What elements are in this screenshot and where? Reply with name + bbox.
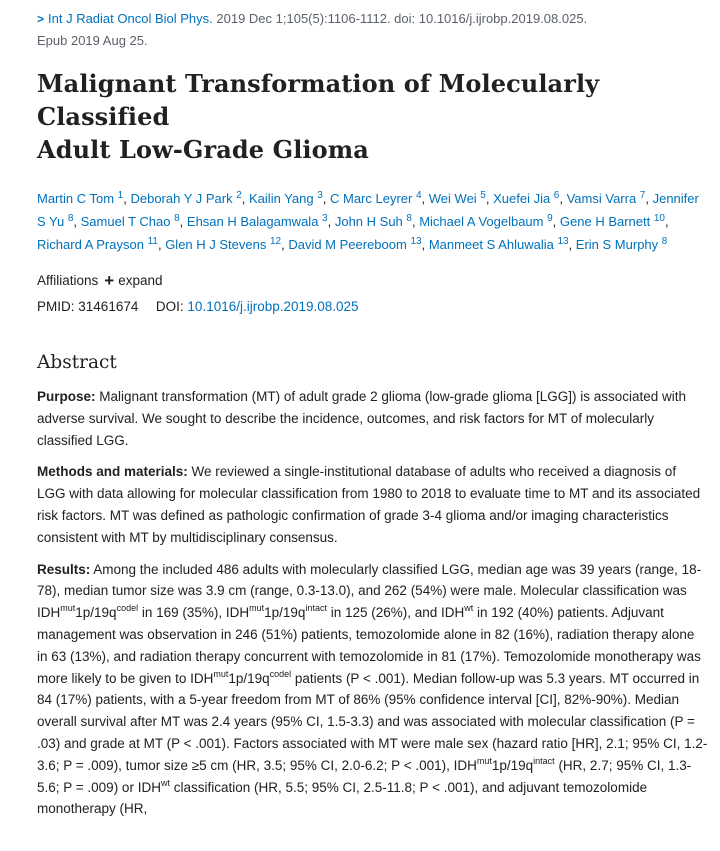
affiliations-label: Affiliations (37, 273, 99, 288)
results-text: Among the included 486 adults with molecularly classified LGG, median age was 39 years (range, 18-78), median tumor size was 3.9 cm (range, 0.3-13.0), and 262 (54%) were male. Molecular classification was $IDH^{mut}1p/19q^{codel}$ in 169 (35%), $IDH^{mut}1p/19q^{intact}$ in 125 (26%), and $IDH^{wt}$ in 192 (40%) patients. Adjuvant management was observation in 246 (51%) patients, temozolomide alone in 82 (16%), radiation therapy alone in 63 (13%), and radiation therapy concurrent with temozolomide in 81 (17%). Temozolomide monotherapy was more likely to be given to $IDH^{mut}1p/19q^{codel}$ patients (P < .001). Median follow-up was 5.3 years. MT occurred in 84 (17%) patients, with a 5-year freedom from MT of 86% (95% confidence interval [CI], 82%-90%). Median overall survival after MT was 2.4 years (95% CI, 1.5-3.3) and was associated with molecular classification (P = .03) and grade at MT (P < .001). Factors associated with MT were male sex (hazard ratio [HR], 2.1; 95% CI, 1.2-3.6; P = .009), tumor size ≥5 cm (HR, 3.5; 95% CI, 2.0-6.2; P < .001), $IDH^{mut}1p/19q^{intact}$ (HR, 2.7; 95% CI, 1.3-5.6; P = .009) or $IDH^{wt}$ classification (HR, 5.5; 95% CI, 2.5-11.8; P < .001), and adjuvant temozolomide monotherapy (HR, (37, 561, 708, 817)
abstract-results (37, 559, 708, 821)
author-affiliation-number[interactable]: 7 (639, 190, 646, 201)
author-affiliation-number[interactable]: 4 (415, 190, 422, 201)
author-affiliation-number[interactable]: 5 (480, 190, 486, 201)
abstract-heading: Abstract (37, 352, 117, 373)
title-line-2: Adult Low-Grade Glioma (37, 135, 369, 164)
journal-link[interactable]: Int J Radiat Oncol Biol Phys. (48, 11, 213, 26)
pmid-label: PMID: (37, 299, 75, 314)
author-affiliation-number[interactable]: 10 (653, 213, 665, 224)
author-link[interactable]: Erin S Murphy (575, 237, 662, 252)
author-affiliation-number[interactable]: 8 (67, 213, 74, 224)
author-affiliation-number[interactable]: 3 (322, 213, 328, 224)
abstract-body (37, 386, 708, 820)
pmid-value: 31461674 (78, 299, 139, 314)
author-link[interactable]: Jennifer S Yu (37, 191, 699, 229)
author-link[interactable]: Samuel T Chao (80, 214, 175, 229)
abstract-methods (37, 461, 708, 548)
author-affiliation-number[interactable]: 2 (236, 190, 242, 201)
author-link[interactable]: John H Suh (334, 214, 407, 229)
doi-link[interactable]: 10.1016/j.ijrobp.2019.08.025 (187, 299, 359, 314)
author-affiliation-number[interactable]: 3 (317, 190, 323, 201)
article-title (37, 67, 708, 166)
purpose-label: Purpose: (37, 389, 96, 404)
methods-text: We reviewed a single-institutional database of adults who received a diagnosis of LGG with data allowing for molecular classification from 1980 to 2018 to evaluate time to MT and its associated risk factors. MT was defined as pathologic confirmation of grade 3-4 glioma and/or imaging characteristics consistent with MT by multidisciplinary consensus. (37, 464, 701, 545)
author-affiliation-number[interactable]: 8 (661, 236, 668, 247)
author-link[interactable]: Deborah Y J Park (130, 191, 237, 206)
author-link[interactable]: Gene H Barnett (559, 214, 654, 229)
article-identifiers (37, 296, 708, 318)
author-affiliation-number[interactable]: 9 (547, 213, 553, 224)
author-link[interactable]: Xuefei Jia (493, 191, 554, 206)
affiliations-toggle[interactable] (37, 270, 708, 292)
author-link[interactable]: Ehsan H Balagamwala (186, 214, 323, 229)
author-link[interactable]: Michael A Vogelbaum (419, 214, 548, 229)
author-affiliation-number[interactable]: 8 (174, 213, 180, 224)
author-link[interactable]: C Marc Leyrer (330, 191, 416, 206)
author-affiliation-number[interactable]: 12 (269, 236, 282, 247)
results-label: Results: (37, 561, 91, 577)
author-link[interactable]: Richard A Prayson (37, 237, 148, 252)
author-affiliation-number[interactable]: 6 (553, 190, 560, 201)
expand-label[interactable]: expand (118, 273, 163, 288)
author-link[interactable]: Glen H J Stevens (165, 237, 270, 252)
author-affiliation-number[interactable]: 13 (557, 236, 569, 247)
doi-label: DOI: (155, 299, 184, 314)
author-link[interactable]: Kailin Yang (249, 191, 318, 206)
citation-block (37, 8, 708, 51)
purpose-text: Malignant transformation (MT) of adult grade 2 glioma (low-grade glioma [LGG]) is associated with adverse survival. We sought to describe the incidence, outcomes, and risk factors for MT of molecularly classified LGG. (37, 389, 687, 448)
author-affiliation-number[interactable]: 1 (117, 190, 124, 201)
author-list: Martin C Tom $^1$, Deborah Y J Park $^2$, Kailin Yang $^3$, C Marc Leyrer $^4$, Wei Wei $^5$, Xuefei Jia $^6$, Vamsi Varra $^7$, Jennifer S Yu $^8$, Samuel T Chao $^8$, Ehsan H Balagamwala $^3$, John H Suh $^8$, Michael A Vogelbaum $^9$, Gene H Barnett $^{10}$, Richard A Prayson $^{11}$, Glen H J Stevens $^{12}$, David M Peereboom $^{13}$, Manmeet S Ahluwalia $^{13}$, Erin S Murphy $^8$ (37, 190, 699, 252)
author-link[interactable]: Martin C Tom (37, 191, 118, 206)
author-affiliation-number[interactable]: 11 (147, 236, 158, 247)
chevron-right-icon[interactable]: > (37, 12, 45, 26)
author-affiliation-number[interactable]: 13 (410, 236, 422, 247)
author-link[interactable]: Manmeet S Ahluwalia (428, 237, 558, 252)
epub-date: Epub 2019 Aug 25. (37, 33, 148, 48)
methods-label: Methods and materials: (37, 464, 188, 480)
abstract-purpose (37, 386, 708, 451)
author-link[interactable]: David M Peereboom (288, 237, 411, 252)
author-affiliation-number[interactable]: 8 (406, 213, 412, 224)
author-link[interactable]: Vamsi Varra (566, 191, 640, 206)
citation-details: 2019 Dec 1;105(5):1106-1112. doi: 10.1016/j.ijrobp.2019.08.025. (212, 11, 588, 26)
title-line-1: Malignant Transformation of Molecularly Classified (37, 69, 600, 131)
author-link[interactable]: Wei Wei (428, 191, 481, 206)
plus-icon[interactable]: + (104, 271, 115, 290)
